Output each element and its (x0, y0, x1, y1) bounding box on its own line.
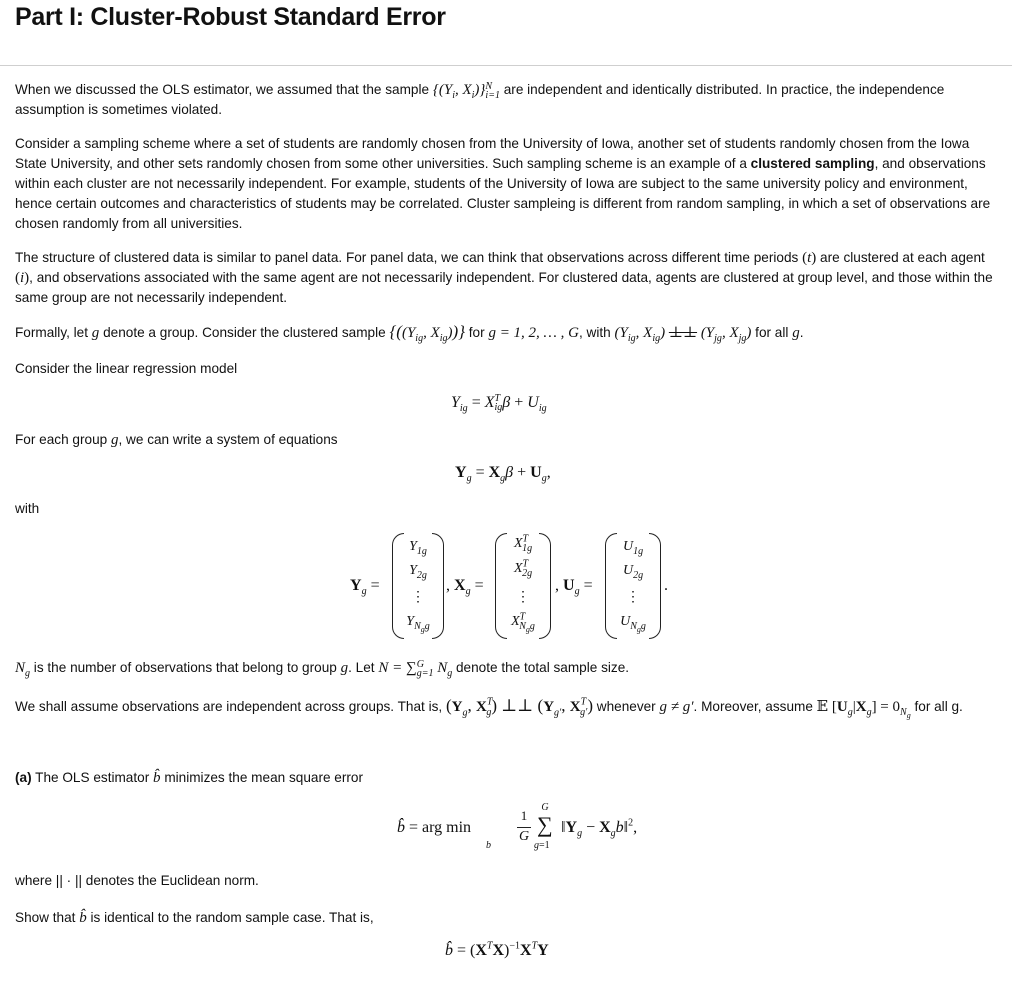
equation-linear-model: $Y_{ig}$ = XT $ig\beta + U_{ig}$ (451, 393, 547, 415)
paragraph-text: are independent and identically distributed. In practice, the independence assumption is sometimes violated. (15, 82, 945, 117)
label-X-g: , $X_g$ = (446, 577, 484, 598)
paragraph-formal-setup: Formally, let g denote a group. Consider the clustered sample {(($Y_{ig}$, $X_{ig}$))} for g = 1, 2, … , G, with ($Y_{ig}$, $X_{ig}$) ⊥⊥ ($Y_{jg}$, $X_{jg}$) for all g. (15, 322, 804, 344)
paragraph-panel-analogy (15, 248, 1000, 308)
paragraph-text: . Moreover, assume (693, 699, 813, 714)
paragraph-text: denote the total sample size. (456, 660, 630, 675)
math-b-hat: b̂ (153, 770, 161, 786)
paragraph-independence (15, 696, 995, 720)
paragraph-text: denote a group. Consider the clustered sample (103, 325, 386, 340)
math-g-neq: g ≠ g′ (659, 699, 694, 715)
paragraph-sampling-scheme (15, 134, 1000, 234)
math-g: g (91, 325, 100, 341)
paragraph-iid-assumption (15, 80, 1000, 120)
math-dependence: ($Y_{ig}$, $X_{ig}$) ⊥⊥ ($Y_{jg}$, $X_{jg}$) (614, 325, 752, 344)
paragraph-sample-size (15, 658, 1000, 678)
paragraph-text: The structure of clustered data is similar to panel data. For panel data, we can think that observations across different time periods (15, 250, 799, 265)
math-i: (i) (15, 270, 30, 286)
paragraph-text: Consider a sampling scheme where a set of students are randomly chosen from the University of Iowa, another set of students randomly chosen from the Iowa State University, and other sets randomly chosen from some other universities. Such sampling scheme is an example of a (15, 136, 970, 171)
math-sample: {($Y_i$, $X_i)\}N$ i=1 (432, 80, 500, 101)
vector-U: $U_{1g}$ $U_{2g}$ ⋮ $U_{N_gg}$ (605, 533, 661, 639)
paragraph-text: is identical to the random sample case. That is, (90, 910, 374, 925)
paragraph-show-that (15, 908, 1000, 928)
paragraph-euclidean: where || · || denotes the Euclidean norm. (15, 873, 259, 888)
paragraph-system (15, 430, 1000, 450)
math-b-hat: b̂ (79, 910, 87, 926)
paragraph-part-a (15, 768, 1000, 788)
paragraph-with: with (15, 501, 40, 516)
label-Y-g: $Y_g$ = (350, 577, 380, 598)
paragraph-text: , with (579, 325, 611, 340)
paragraph-text: When we discussed the OLS estimator, we assumed that the sample (15, 82, 430, 97)
paragraph-text: whenever (596, 699, 656, 714)
math-clustered-sample: {(($Y_{ig}$, $X_{ig}$))} (389, 322, 465, 344)
vector-X: $X^T_{1g}$ $X^T_{2g}$ ⋮ $X^T_{N_gg}$ (495, 533, 551, 639)
paragraph-text: minimizes the mean square error (164, 770, 364, 785)
equation-ols-closed-form: b̂ = $(X^TX)^{-1}X^TY$ (445, 940, 549, 959)
paragraph-linear-model: Consider the linear regression model (15, 361, 238, 376)
math-group-independence: ($Y_g$, $X^T_g$) ⊥⊥ ($Y_{g'}$, $X^T_{g'}$) (445, 696, 593, 719)
paragraph-text: Show that (15, 910, 76, 925)
vector-Y: $Y_{1g}$ $Y_{2g}$ ⋮ $Y_{N_gg}$ (392, 533, 444, 639)
math-Ng: $N_g$ (15, 660, 31, 679)
paragraph-text: , we can write a system of equations (118, 432, 338, 447)
equation-system: $Y_g = X_g\beta + U_g$, (455, 464, 551, 485)
paragraph-text: for all g. (914, 699, 963, 714)
math-g: g (340, 660, 349, 676)
math-g: g (792, 325, 800, 341)
page-title: Part I: Cluster-Robust Standard Error (15, 3, 446, 31)
math-conditional-mean: 𝔼 $[U_g|X_g] = 0_{N_g}$ (816, 699, 911, 720)
math-N-sum: N = ∑G g=1 $N_g$ (378, 658, 453, 679)
paragraph-text: , and observations within each cluster are not necessarily independent. For example, students of the University of Iowa are subject to the same university policy and environment, hence certain outcomes and characteristics of students may be correlated. Cluster sampleing is different from random sampling, in which a set of observations are chosen randomly from all universities. (15, 156, 991, 231)
paragraph-text: for (468, 325, 485, 340)
paragraph-text: Formally, let (15, 325, 89, 340)
paragraph-text: , and observations associated with the same agent are not necessarily independent. For clustered data, agents are clustered at group level, and those within the same group are not necessarily independent. (15, 270, 993, 305)
paragraph-text: . Let (348, 660, 375, 675)
paragraph-text: for all (755, 325, 789, 340)
math-g: g (110, 432, 119, 448)
math-t: (t) (802, 250, 817, 266)
label-U-g: , $U_g$ = (555, 577, 593, 598)
paragraph-text: We shall assume observations are independent across groups. That is, (15, 699, 443, 714)
title-divider (0, 65, 1012, 66)
bold-term: clustered sampling (750, 156, 875, 171)
paragraph-text: is the number of observations that belong to group (33, 660, 337, 675)
paragraph-text: The OLS estimator (35, 770, 150, 785)
paragraph-text: For each group (15, 432, 108, 447)
paragraph-text: are clustered at each agent (820, 250, 985, 265)
part-label: (a) (15, 770, 32, 785)
equation-matrices: $Y_g$ = $Y_{1g}$ $Y_{2g}$ ⋮ $Y_{N_gg}$ , $X_g$ = $X^T_{1g}$ $X^T_{2g}$ ⋮ $X^T_{N_gg}$ , $U_g$ = $U_{1g}$ $U_{2g}$ ⋮ $U_{N_gg}$ . (350, 533, 680, 641)
math-g-range: g = 1, 2, … , G (488, 325, 579, 341)
